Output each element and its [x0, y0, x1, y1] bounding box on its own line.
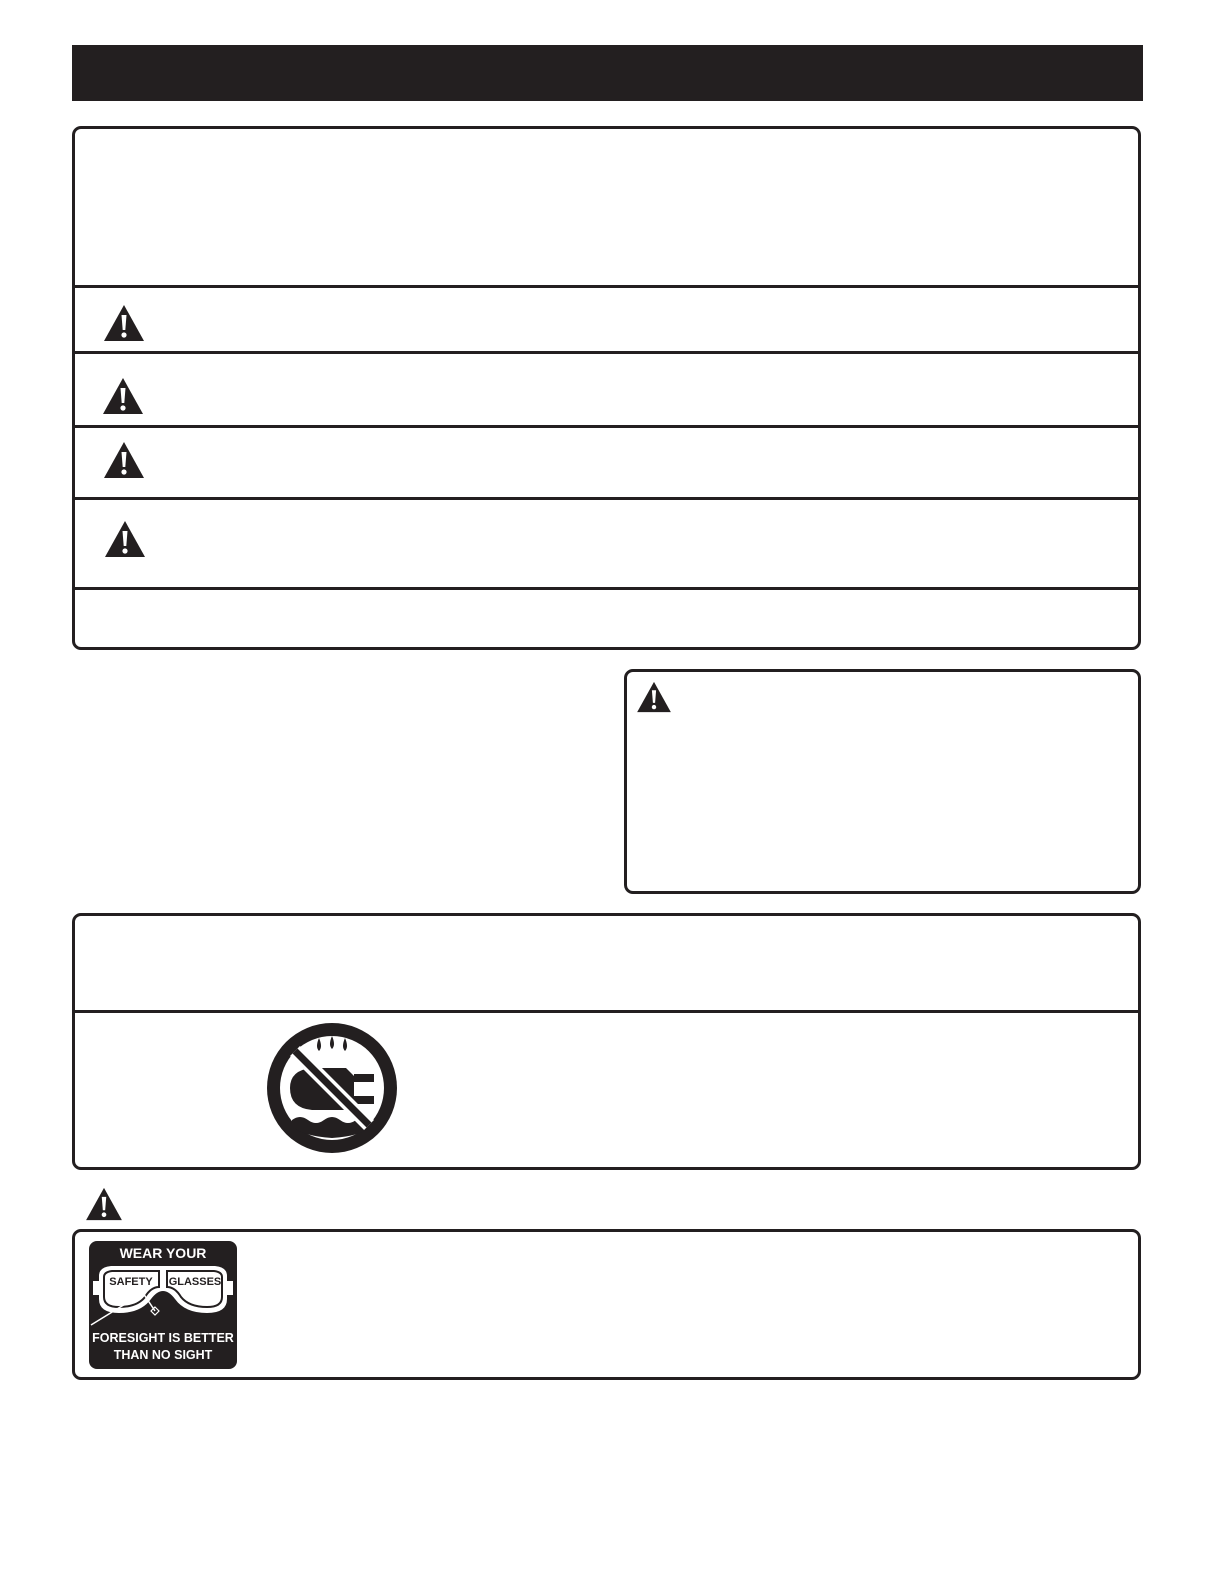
safety-symbols-panel — [72, 126, 1141, 650]
label-line-1: WEAR YOUR — [119, 1245, 207, 1261]
warning-box — [624, 669, 1141, 894]
panel-divider — [72, 425, 1141, 428]
no-wet-conditions-symbol-icon — [266, 1022, 398, 1154]
table-divider — [72, 1010, 1141, 1013]
label-right-lens: GLASSES — [168, 1276, 222, 1288]
symbol-table — [72, 913, 1141, 1170]
label-left-lens: SAFETY — [109, 1276, 153, 1288]
label-line-2: FORESIGHT IS BETTER — [92, 1331, 234, 1345]
wear-safety-glasses-label — [89, 1241, 237, 1369]
safety-alert-triangle-icon — [102, 377, 144, 415]
safety-alert-triangle-icon — [104, 520, 146, 558]
label-line-3: THAN NO SIGHT — [113, 1348, 213, 1362]
safety-alert-triangle-icon — [103, 304, 145, 342]
safety-alert-triangle-icon — [85, 1187, 123, 1221]
panel-divider — [72, 587, 1141, 590]
panel-divider — [72, 351, 1141, 354]
safety-alert-triangle-icon — [636, 681, 672, 713]
section-header-bar — [72, 45, 1143, 101]
safety-alert-triangle-icon — [103, 441, 145, 479]
panel-divider — [72, 285, 1141, 288]
panel-divider — [72, 497, 1141, 500]
